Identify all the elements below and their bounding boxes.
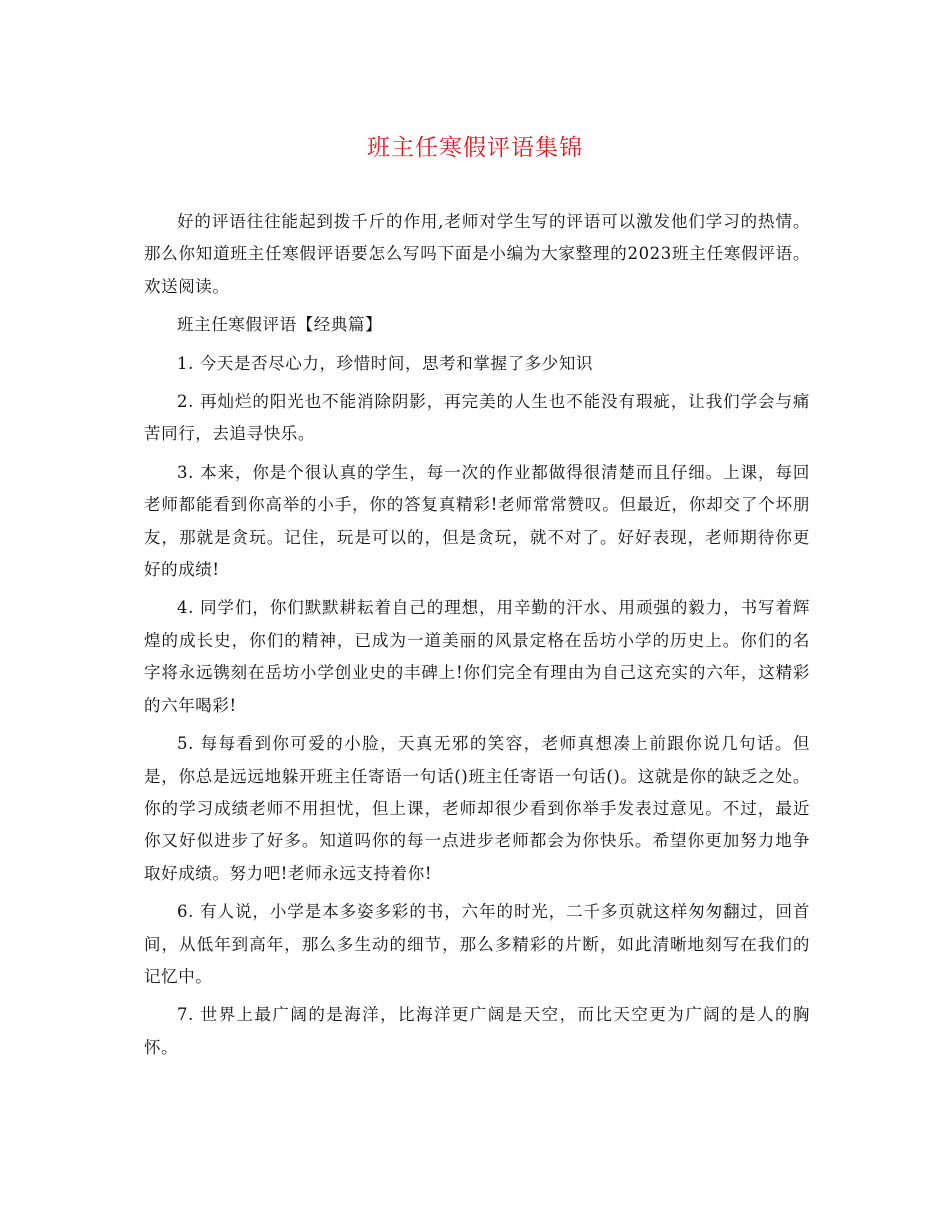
- comment-item-3: 3. 本来，你是个很认真的学生，每一次的作业都做得很清楚而且仔细。上课，每回老师都能看到你高举的小手，你的答复真精彩!老师常常赞叹。但最近，你却交了个坏朋友，那就是贪玩。记住，玩是可以的，但是贪玩，就不对了。好好表现，老师期待你更好的成绩!: [144, 462, 810, 580]
- comment-item-1: 1. 今天是否尽心力，珍惜时间，思考和掌握了多少知识: [177, 353, 594, 373]
- comment-item-2: 2. 再灿烂的阳光也不能消除阴影，再完美的人生也不能没有瑕疵，让我们学会与痛苦同行，去追寻快乐。: [144, 392, 810, 444]
- comment-item-7: 7. 世界上最广阔的是海洋，比海洋更广阔是天空，而比天空更为广阔的是人的胸怀。: [144, 1005, 810, 1057]
- comment-item-5: 5. 每每看到你可爱的小脸，天真无邪的笑容，老师真想凑上前跟你说几句话。但是，你总是远远地躲开班主任寄语一句话()班主任寄语一句话()。这就是你的缺乏之处。你的学习成绩老师不用担忧，但上课，老师却很少看到你举手发表过意见。不过，最近你又好似进步了好多。知道吗你的每一点进步老师都会为你快乐。希望你更加努力地争取好成绩。努力吧!老师永远支持着你!: [144, 734, 810, 883]
- document-title: 班主任寒假评语集锦: [367, 135, 583, 161]
- document-body: [144, 206, 810, 1070]
- intro-paragraph: 好的评语往往能起到拨千斤的作用,老师对学生写的评语可以激发他们学习的热情。那么你知道班主任寒假评语要怎么写吗下面是小编为大家整理的2023班主任寒假评语。欢送阅读。: [144, 212, 810, 296]
- comment-item-4: 4. 同学们，你们默默耕耘着自己的理想，用辛勤的汗水、用顽强的毅力，书写着辉煌的成长史，你们的精神，已成为一道美丽的风景定格在岳坊小学的历史上。你们的名字将永远镌刻在岳坊小学创业史的丰碑上!你们完全有理由为自己这充实的六年，这精彩的六年喝彩!: [144, 598, 810, 715]
- section-heading: 班主任寒假评语【经典篇】: [177, 315, 383, 335]
- comment-item-6: 6. 有人说，小学是本多姿多彩的书，六年的时光，二千多页就这样匆匆翻过，回首间，从低年到高年，那么多生动的细节，那么多精彩的片断，如此清晰地刻写在我们的记忆中。: [144, 902, 810, 986]
